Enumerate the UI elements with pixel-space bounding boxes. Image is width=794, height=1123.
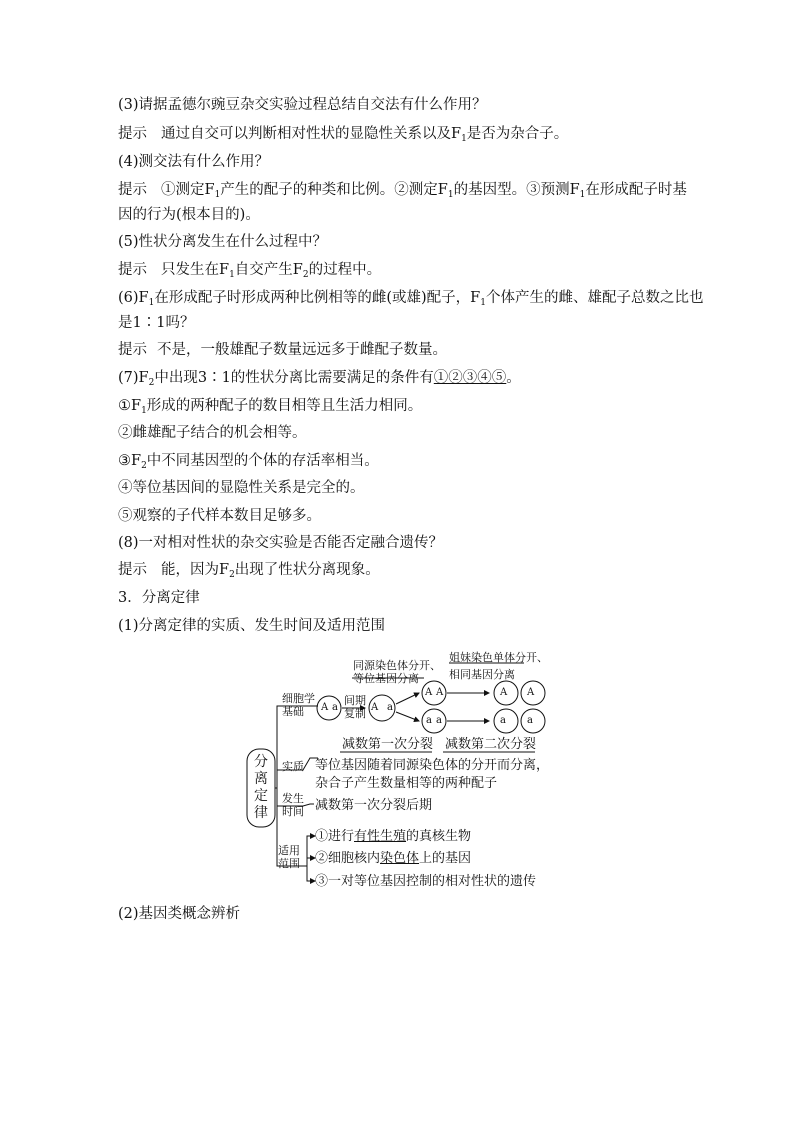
answer-3: 提示 通过自交可以判断相对性状的显隐性关系以及$F_1$是否为杂合子。 [118,126,569,144]
branch-label-cell-basis: 细胞学 基础 [282,692,315,718]
condition-5: ⑤观察的子代样本数目足够多。 [118,508,321,524]
question-3: (3)请据孟德尔豌豆杂交实验过程总结自交法有什么作用？ [118,97,487,113]
scope-item-3: ③一对等位基因控制的相对性状的遗传 [315,874,537,889]
separation-law-diagram [244,648,574,898]
subsection-heading-3-2: (2)基因类概念辨析 [118,906,241,922]
branch-label-essence: 实质 [282,760,304,773]
replication-label: 间期 复制 [344,694,366,720]
allele-a-gamete-1: a [500,715,506,726]
answer-4-line-2: 因的行为(根本目的)。 [118,207,260,223]
answer-6: 提示 不是，一般雄配子数量远远多于雌配子数量。 [118,342,447,358]
allele-A-gamete-2: A [527,687,535,698]
allele-AA-1: A [425,687,433,698]
allele-A-parent: A [321,702,329,713]
cell-circle-a2 [521,709,545,733]
answer-4: 提示 ①测定$F_1$产生的配子的种类和比例。②测定$F_1$的基因型。③预测$F_1$在形成配子时基 [118,182,687,200]
allele-A-replicated: A [371,702,379,713]
answer-underlined: ①②③④⑤ [433,370,507,386]
allele-A-gamete-1: A [500,687,508,698]
allele-a-replicated: a [387,702,393,713]
stage-meiosis-2: 减数第二次分裂 [445,737,537,752]
essence-text-line-2: 杂合子产生数量相等的两种配子 [315,776,498,791]
answer-5: 提示 只发生在$F_1$自交产生$F_2$的过程中。 [118,262,382,280]
question-7: $(7)F_2$中出现3∶1的性状分离比需要满足的条件有①②③④⑤。 [118,370,521,388]
question-6-line-2: 是1∶1吗？ [118,315,195,331]
allele-a-parent: a [332,702,338,713]
subsection-heading-3-1: (1)分离定律的实质、发生时间及适用范围 [118,618,386,634]
scope-item-1: ①进行有性生殖的真核生物 [315,829,472,844]
section-heading-3: 3．分离定律 [118,590,200,606]
allele-a-gamete-2: a [527,715,533,726]
allele-aa-1: a [426,715,432,726]
root-label: 分 离 定 律 [254,754,268,821]
condition-2: ②雌雄配子结合的机会相等。 [118,425,307,441]
meiosis1-note: 同源染色体分开、 等位基因分离 [353,659,441,685]
allele-AA-2: A [436,687,444,698]
time-text: 减数第一次分裂后期 [315,798,433,813]
essence-text-line-1: 等位基因随着同源染色体的分开而分离， [315,758,550,773]
branch-label-scope: 适用 范围 [278,844,300,870]
tip-label: 提示 [118,342,147,358]
tip-label: 提示 [118,182,147,198]
condition-1: $①F_1$形成的两种配子的数目相等且生活力相同。 [118,398,423,416]
tip-label: 提示 [118,562,147,578]
scope-item-2: ②细胞核内染色体上的基因 [315,851,472,866]
question-5: (5)性状分离发生在什么过程中？ [118,234,328,250]
cell-circle-a1 [494,709,518,733]
question-6: $(6)F_1$在形成配子时形成两种比例相等的雌(或雄)配子，$F_1$个体产生的雌、雄配子总数之比也 [118,290,704,308]
answer-8: 提示 能，因为$F_2$出现了性状分离现象。 [118,562,380,580]
condition-4: ④等位基因间的显隐性关系是完全的。 [118,480,365,496]
branch-label-time: 发生 时间 [282,792,304,818]
tip-label: 提示 [118,126,147,142]
question-4: (4)测交法有什么作用？ [118,154,270,170]
stage-meiosis-1: 减数第一次分裂 [342,737,434,752]
allele-aa-2: a [436,715,442,726]
question-8: (8)一对相对性状的杂交实验是否能否定融合遗传？ [118,535,444,551]
meiosis2-note: 姐妹染色单体分开、 相同基因分离 [449,651,548,681]
tip-label: 提示 [118,262,147,278]
condition-3: $③F_2$中不同基因型的个体的存活率相当。 [118,453,379,471]
